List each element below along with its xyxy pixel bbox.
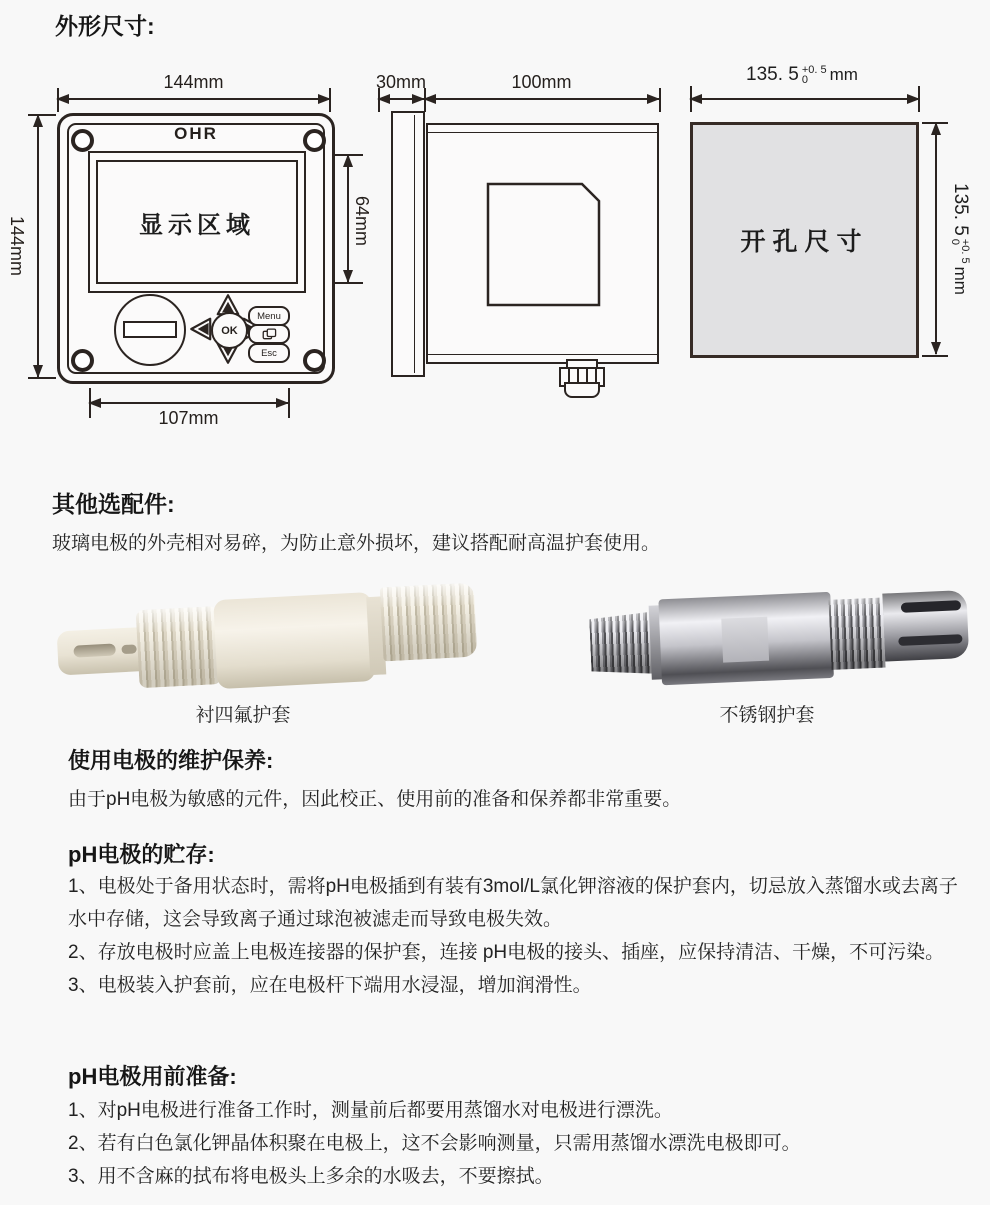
ok-key: OK (211, 312, 248, 349)
ptfe-sleeve (32, 563, 483, 704)
storage-item: 2、存放电极时应盖上电极连接器的保护套，连接 pH电极的接头、插座，应保持清洁、干燥，不可污染。 (68, 942, 945, 963)
corner-screw-icon (71, 349, 94, 372)
extension-line (922, 355, 948, 357)
preparation-item: 2、若有白色氯化钾晶体积聚在电极上，这不会影响测量，只需用蒸馏水漂洗电极即可。 (68, 1133, 801, 1154)
display-height-dim-label: 64mm (352, 195, 372, 246)
storage-item: 1、电极处于备用状态时，需将pH电极插到有装有3mol/L氯化钾溶液的保护套内，切忌放入蒸馏水或去离子水中存储，这会导致离子通过球泡被滤走而导致电极失效。 (68, 876, 958, 930)
front-width-dimension-line (57, 98, 330, 100)
cutout-width-dimension-line (690, 98, 919, 100)
tip-slot (73, 643, 116, 657)
mount-width-dim-label: 107mm (158, 408, 219, 428)
corner-screw-icon (303, 349, 326, 372)
tolerance-lower: 0 (949, 238, 961, 245)
tip-slot-small (121, 644, 136, 654)
preparation-item: 1、对pH电极进行准备工作时，测量前后都要用蒸馏水对电极进行漂洗。 (68, 1100, 673, 1121)
ptfe-sleeve-caption: 衬四氟护套 (195, 705, 291, 726)
esc-key: Esc (248, 343, 290, 363)
page-title: 外形尺寸: (55, 13, 155, 39)
body-bottom-rail (428, 354, 657, 355)
dim-unit: mm (829, 65, 858, 84)
storage-heading: pH电极的贮存: (68, 842, 215, 867)
display-height-dimension-line (347, 155, 349, 282)
screen-switch-key (248, 324, 290, 344)
front-height-dimension-line (37, 115, 39, 377)
tolerance-upper: +0. 5 (801, 64, 827, 76)
thread-section (380, 583, 478, 662)
preparation-list (68, 1094, 960, 1193)
steel-sleeve-caption: 不锈钢护套 (719, 705, 815, 726)
body-patch (721, 617, 769, 663)
dim-value: 135. 5 (950, 183, 971, 236)
sleeve-barrel (213, 592, 375, 689)
instrument-front-panel (57, 113, 335, 384)
bezel-depth-dimension-line (378, 98, 424, 100)
cutout-label: 开孔尺寸 (740, 227, 869, 256)
bezel-depth-dim-label: 30mm (375, 72, 426, 92)
end-slot (898, 634, 962, 646)
steel-sleeve-photo (580, 582, 985, 687)
accessories-intro: 玻璃电极的外壳相对易碎，为防止意外损坏，建议搭配耐高温护套使用。 (52, 533, 661, 554)
accessories-heading: 其他选配件: (52, 491, 175, 517)
dim-unit: mm (951, 266, 970, 295)
storage-list (68, 870, 960, 1002)
menu-key: Menu (248, 306, 290, 326)
cutout-height-dimension-line (935, 123, 937, 354)
tolerance-upper: +0. 5 (959, 238, 971, 264)
tolerance-dimension (746, 64, 858, 86)
sleeve-body (658, 592, 834, 685)
tolerance-lower: 0 (801, 74, 808, 86)
steel-sleeve (578, 573, 987, 696)
tolerance-stack (950, 239, 970, 264)
dim-value: 135. 5 (746, 64, 799, 85)
screen-switch-icon (262, 328, 277, 340)
preparation-heading: pH电极用前准备: (68, 1064, 237, 1089)
body-top-rail (428, 132, 657, 133)
front-height-dim-label: 144mm (7, 215, 27, 277)
side-label-plate (486, 182, 602, 308)
thread-section (589, 612, 654, 677)
front-width-dim-label: 144mm (163, 72, 224, 92)
storage-item: 3、电极装入护套前，应在电极杆下端用水浸湿，增加润滑性。 (68, 975, 592, 996)
body-depth-dimension-line (424, 98, 659, 100)
ptfe-sleeve-photo (35, 575, 480, 693)
end-slot (901, 600, 961, 613)
cutout-width-dim-label (692, 64, 912, 86)
thread-section (136, 606, 222, 688)
maintenance-intro: 由于pH电极为敏感的元件，因此校正、使用前的准备和保养都非常重要。 (68, 789, 682, 810)
cable-gland-tip (564, 382, 600, 398)
display-area (96, 160, 298, 284)
mount-width-dimension-line (89, 402, 288, 404)
preparation-item: 3、用不含麻的拭布将电极头上多余的水吸去，不要擦拭。 (68, 1166, 554, 1187)
brand-logo: OHR (174, 124, 218, 143)
front-bezel-plate (391, 111, 425, 377)
cutout-height-dim-label (949, 159, 971, 319)
tolerance-stack (802, 65, 827, 85)
plate-inner-line (414, 115, 415, 373)
calibration-port-slot (123, 321, 177, 338)
display-area-label: 显示区域 (139, 209, 255, 239)
tolerance-dimension (949, 183, 971, 295)
body-depth-dim-label: 100mm (511, 72, 572, 92)
thread-section (829, 598, 886, 670)
maintenance-heading: 使用电极的维护保养: (68, 748, 274, 773)
cutout-square (690, 122, 919, 358)
sleeve-end-cap (882, 590, 969, 662)
